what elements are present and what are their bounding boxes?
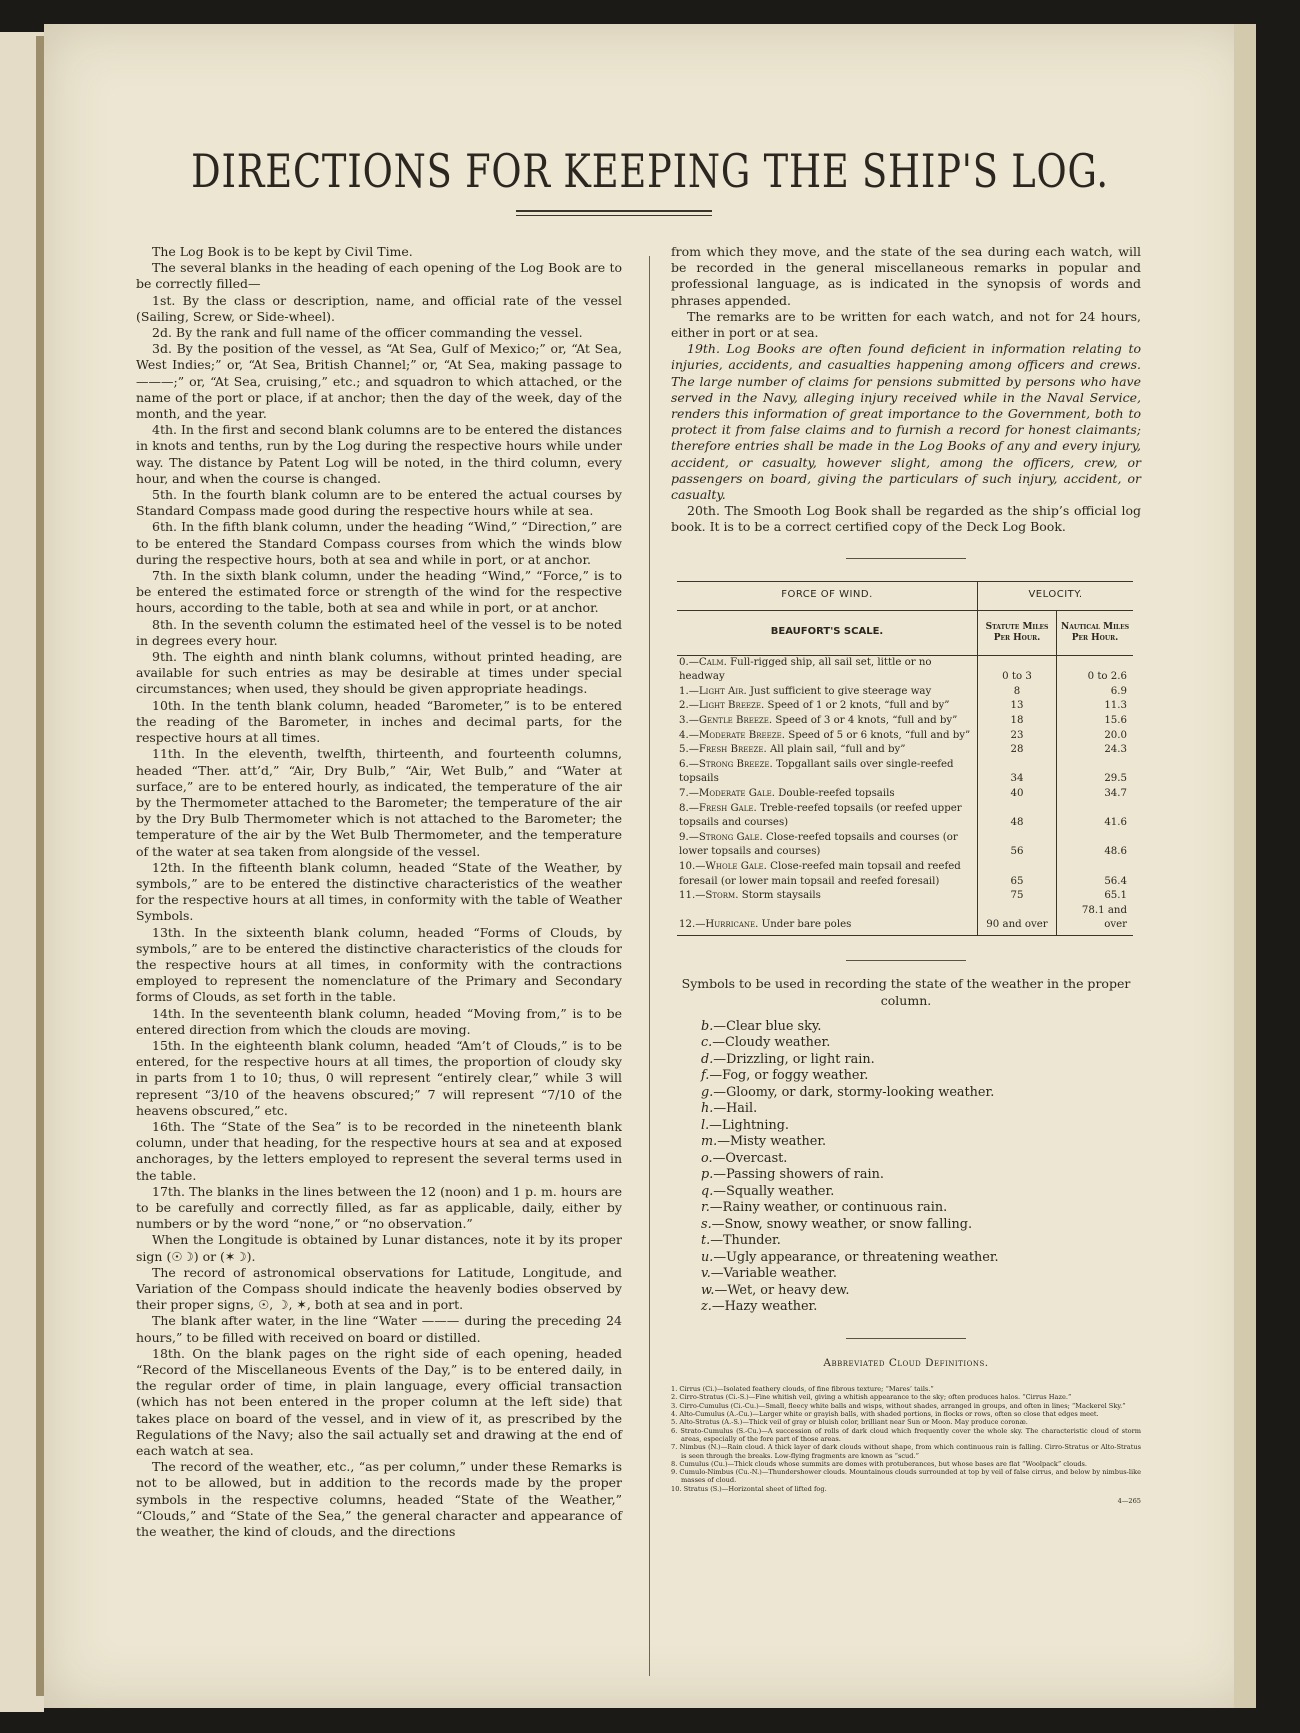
beaufort-row — [677, 685, 1133, 700]
cloud-definition: 7. Nimbus (N.)—Rain cloud. A thick layer of dark clouds without shape, from which continuous rain is falling. Cirro-Stratus or Alto-Stratus is seen through the breaks. Low-flying fragments are known as “scud.” — [671, 1443, 1141, 1460]
weather-symbol-item — [701, 1299, 1141, 1316]
nautical-value: 78.1 and over — [1057, 904, 1134, 936]
paragraph: 17th. The blanks in the lines between the 12 (noon) and 1 p. m. hours are to be carefully and correctly filled, as far as applicable, daily, either by numbers or by the word “none,” or “no observation.” — [136, 1183, 622, 1232]
statute-value: 0 to 3 — [978, 655, 1057, 685]
statute-header: Statute Miles Per Hour. — [978, 610, 1057, 655]
paragraph: 3d. By the position of the vessel, as “At Sea, Gulf of Mexico;” or, “At Sea, West Indies;” or, “At Sea, British Channel;” or, “At Sea, making passage to———;” or, “At Sea, cruising,” etc.; and squadron to which attached, or the name of the port or place, if at anchor; then the day of the week, day of the month, and the year. — [136, 341, 622, 422]
symbol-key: m. — [701, 1134, 718, 1150]
cloud-definition: 6. Strato-Cumulus (S.-Cu.)—A succession of rolls of dark cloud which frequently cover the whole sky. The characteristic cloud of storm areas, especially of the fore part of those areas. — [671, 1426, 1141, 1443]
symbol-key: g. — [701, 1084, 714, 1100]
symbol-key: b. — [701, 1018, 714, 1034]
paragraph: from which they move, and the state of the sea during each watch, will be recorded in the general miscellaneous remarks in popular and professional language, as is indicated in the synopsis of words and phrases appended. — [671, 244, 1141, 308]
cloud-definition: 10. Stratus (S.)—Horizontal sheet of lifted fog. — [671, 1484, 827, 1493]
symbol-key: u. — [701, 1249, 714, 1265]
cloud-definitions-heading: Abbreviated Cloud Definitions. — [823, 1356, 989, 1369]
weather-symbol-item — [701, 1250, 1141, 1267]
force-desc: Treble-reefed topsails (or reefed upper topsails and courses) — [679, 802, 962, 829]
symbol-value: —Wet, or heavy dew. — [714, 1282, 850, 1298]
force-name: Strong Gale. — [698, 831, 763, 843]
weather-symbol-item — [701, 1068, 1141, 1085]
paragraph: The blank after water, in the line “Water ——— during the preceding 24 hours,” to be filled with received on board or distilled. — [136, 1313, 622, 1345]
weather-symbol-item — [701, 1035, 1141, 1052]
beaufort-row — [677, 831, 1133, 860]
paragraph: 4th. In the first and second blank columns are to be entered the distances in knots and tenths, run by the Log during the respective hours while under way. The distance by Patent Log will be noted, in the third column, every hour, and when the course is changed. — [136, 422, 622, 486]
symbol-key: z. — [701, 1299, 712, 1315]
beaufort-row — [677, 655, 1133, 685]
beaufort-description — [677, 889, 978, 904]
nautical-value: 41.6 — [1057, 802, 1134, 831]
statute-value: 34 — [978, 758, 1057, 787]
cloud-definitions-list — [671, 1385, 1141, 1493]
paragraph: 7th. In the sixth blank column, under the heading “Wind,” “Force,” is to be entered the estimated force or strength of the wind for the respective hours, according to the table, both at sea and while in port, or at anchor. — [136, 568, 622, 616]
beaufort-description — [677, 685, 978, 700]
symbol-key: f. — [701, 1068, 710, 1084]
cloud-definition: 8. Cumulus (Cu.)—Thick clouds whose summits are domes with protuberances, but whose bases are flat “Woolpack” clouds. — [671, 1459, 1088, 1468]
beaufort-description — [677, 831, 978, 860]
beaufort-description — [677, 714, 978, 729]
symbol-key: q. — [701, 1183, 714, 1199]
beaufort-row — [677, 802, 1133, 831]
statute-value: 90 and over — [978, 904, 1057, 936]
symbol-value: —Gloomy, or dark, stormy-looking weather. — [713, 1084, 995, 1100]
weather-symbol-item — [701, 1233, 1141, 1250]
symbol-value: —Lightning. — [709, 1117, 789, 1133]
beaufort-row — [677, 787, 1133, 802]
beaufort-row — [677, 699, 1133, 714]
beaufort-description — [677, 743, 978, 758]
statute-value: 28 — [978, 743, 1057, 758]
weather-symbol-item — [701, 1151, 1141, 1168]
nautical-value: 0 to 2.6 — [1057, 655, 1134, 685]
weather-symbol-item — [701, 1118, 1141, 1135]
section-rule — [846, 960, 966, 961]
section-rule — [846, 1338, 966, 1339]
force-number: 10.— — [679, 860, 706, 872]
symbol-value: —Fog, or foggy weather. — [709, 1068, 869, 1084]
statute-value: 8 — [978, 685, 1057, 700]
statute-value: 48 — [978, 802, 1057, 831]
cloud-definition: 2. Cirro-Stratus (Ci.-S.)—Fine whitish veil, giving a whitish appearance to the sky; often produces halos. “Cirrus Haze.” — [671, 1393, 1072, 1402]
paragraph: 15th. In the eighteenth blank column, headed “Am’t of Clouds,” is to be entered, for the respective hours at all times, the proportion of cloudy sky in parts from 1 to 10; thus, 0 will represent “entirely clear,” while 3 will represent “3/10 of the heavens obscured;” 7 will represent “7/10 of the heavens obscured,” etc. — [136, 1037, 622, 1118]
force-desc: Close-reefed main topsail and reefed foresail (or lower main topsail and reefed foresail) — [679, 860, 961, 887]
cloud-definition: 9. Cumulo-Nimbus (Cu.-N.)—Thundershower clouds. Mountainous clouds surrounded at top by veil of false cirrus, and below by nimbus-like masses of cloud. — [671, 1468, 1141, 1485]
weather-symbol-item — [701, 1052, 1141, 1069]
force-desc: Speed of 5 or 6 knots, “full and by” — [788, 729, 971, 741]
statute-value: 56 — [978, 831, 1057, 860]
force-number: 12.— — [679, 919, 706, 931]
force-desc: Full-rigged ship, all sail set, little or no headway — [679, 656, 932, 683]
symbol-key: h. — [701, 1101, 714, 1117]
force-desc: All plain sail, “full and by” — [769, 744, 906, 756]
force-desc: Storm staysails — [741, 890, 821, 902]
nautical-value: 6.9 — [1057, 685, 1134, 700]
force-name: Light Breeze. — [698, 700, 765, 712]
nautical-value: 15.6 — [1057, 714, 1134, 729]
symbol-value: —Hazy weather. — [711, 1299, 818, 1315]
force-of-wind-header: FORCE OF WIND. — [677, 581, 978, 610]
force-name: Moderate Gale. — [698, 788, 775, 799]
nautical-value: 20.0 — [1057, 729, 1134, 744]
beaufort-description — [677, 787, 978, 802]
force-name: Gentle Breeze. — [698, 715, 773, 727]
paragraph: 14th. In the seventeenth blank column, headed “Moving from,” is to be entered direction from which the clouds are moving. — [136, 1005, 622, 1037]
weather-symbol-item — [701, 1101, 1141, 1118]
binding-strip — [36, 36, 44, 1696]
force-number: 3.— — [679, 715, 699, 727]
nautical-header: Nautical Miles Per Hour. — [1057, 610, 1134, 655]
title-rule-thin — [516, 215, 712, 216]
paragraph: 20th. The Smooth Log Book shall be regarded as the ship’s official log book. It is to be a correct certified copy of the Deck Log Book. — [671, 503, 1141, 535]
weather-symbols-list — [701, 1019, 1141, 1316]
force-name: Whole Gale. — [705, 860, 767, 872]
symbol-key: l. — [701, 1117, 710, 1133]
beaufort-row — [677, 904, 1133, 936]
statute-value: 40 — [978, 787, 1057, 802]
symbol-value: —Snow, snowy weather, or snow falling. — [711, 1216, 973, 1232]
nautical-value: 11.3 — [1057, 699, 1134, 714]
force-name: Storm. — [705, 890, 739, 902]
paragraph: 10th. In the tenth blank column, headed “Barometer,” is to be entered the reading of the Barometer, in inches and decimal parts, for the respective hours at all times. — [136, 697, 622, 746]
paragraph: 2d. By the rank and full name of the officer commanding the vessel. — [152, 325, 583, 341]
nautical-value: 34.7 — [1057, 787, 1134, 802]
beaufort-description — [677, 655, 978, 685]
beaufort-description — [677, 758, 978, 787]
force-number: 4.— — [679, 729, 699, 741]
force-name: Calm. — [698, 656, 727, 668]
cloud-definition: 4. Alto-Cumulus (A.-Cu.)—Larger white or grayish balls, with shaded portions, in flocks or rows, often so close that edges meet. — [671, 1410, 1099, 1419]
weather-symbol-item — [701, 1134, 1141, 1151]
force-number: 7.— — [679, 788, 699, 799]
symbol-key: r. — [701, 1200, 710, 1216]
page-title: DIRECTIONS FOR KEEPING THE SHIP'S LOG. — [191, 144, 1109, 198]
beaufort-table — [677, 581, 1133, 936]
force-number: 9.— — [679, 831, 699, 843]
title-rule — [516, 210, 712, 212]
symbol-value: —Thunder. — [710, 1233, 781, 1249]
velocity-header: VELOCITY. — [978, 581, 1134, 610]
symbol-key: t. — [701, 1233, 711, 1249]
force-name: Fresh Breeze. — [698, 744, 767, 756]
force-number: 11.— — [679, 890, 706, 902]
left-column — [136, 244, 622, 1540]
symbol-value: —Passing showers of rain. — [713, 1167, 884, 1183]
weather-symbol-item — [701, 1266, 1141, 1283]
force-desc: Just sufficient to give steerage way — [749, 685, 932, 697]
symbol-key: p. — [701, 1167, 714, 1183]
force-name: Hurricane. — [705, 919, 759, 931]
force-desc: Speed of 1 or 2 knots, “full and by” — [767, 700, 950, 712]
force-number: 1.— — [679, 685, 699, 697]
paragraph: 6th. In the fifth blank column, under the heading “Wind,” “Direction,” are to be entered the Standard Compass courses from which the winds blow during the respective hours, both at sea and while in port, or at anchor. — [136, 519, 622, 567]
beaufort-description — [677, 904, 978, 936]
nautical-value: 56.4 — [1057, 860, 1134, 889]
symbol-value: —Rainy weather, or continuous rain. — [709, 1200, 948, 1216]
symbol-value: —Misty weather. — [717, 1134, 827, 1150]
paragraph: 8th. In the seventh column the estimated heel of the vessel is to be noted in degrees every hour. — [136, 616, 622, 648]
statute-value: 13 — [978, 699, 1057, 714]
force-number: 6.— — [679, 758, 699, 770]
force-desc: Under bare poles — [761, 919, 852, 931]
beaufort-row — [677, 714, 1133, 729]
beaufort-description — [677, 802, 978, 831]
symbol-value: —Clear blue sky. — [713, 1018, 822, 1034]
paragraph: The record of astronomical observations for Latitude, Longitude, and Variation of the Compass should indicate the heavenly bodies observed by their proper signs, ☉, ☽, ✶, both at sea and in port. — [136, 1264, 622, 1313]
beaufort-description — [677, 860, 978, 889]
paragraph: 18th. On the blank pages on the right side of each opening, headed “Record of the Miscellaneous Events of the Day,” is to be entered daily, in the regular order of time, in plain language, every official transaction (which has not been entered in the proper column at the left side) that takes place on board of the vessel, and in view of it, as prescribed by the Regulations of the Navy; also the sail actually set and drawing at the end of each watch at sea. — [136, 1345, 622, 1459]
weather-symbol-item — [701, 1200, 1141, 1217]
nautical-value: 29.5 — [1057, 758, 1134, 787]
symbol-key: o. — [701, 1150, 713, 1166]
symbol-key: c. — [701, 1035, 713, 1051]
paragraph: 1st. By the class or description, name, and official rate of the vessel (Sailing, Screw, or Side-wheel). — [136, 292, 622, 324]
weather-symbol-item — [701, 1283, 1141, 1300]
paragraph-injuries: 19th. Log Books are often found deficient in information relating to injuries, accidents, and casualties happening among officers and crews. The large number of claims for pensions submitted by persons who have served in the Navy, alleging injury received while in the Naval Service, renders this information of great importance to the Government, both to protect it from false claims and to furnish a record for honest claimants; therefore entries shall be made in the Log Books of any and every injury, accident, or casualty, however slight, among the officers, crew, or passengers on board, giving the particulars of such injury, accident, or casualty. — [671, 341, 1141, 503]
cloud-definition: 1. Cirrus (Ci.)—Isolated feathery clouds, of fine fibrous texture; “Mares’ tails.” — [671, 1385, 934, 1394]
force-desc: Close-reefed topsails and courses (or lower topsails and courses) — [679, 831, 958, 858]
beaufort-row — [677, 860, 1133, 889]
symbol-value: —Cloudy weather. — [712, 1035, 831, 1051]
paragraph: When the Longitude is obtained by Lunar distances, note it by its proper sign (☉☽) or (✶☽). — [136, 1232, 622, 1264]
force-desc: Speed of 3 or 4 knots, “full and by” — [775, 715, 958, 727]
paragraph: 12th. In the fifteenth blank column, headed “State of the Weather, by symbols,” are to be entered the distinctive characteristics of the weather for the respective hours at all times, in conformity with the table of Weather Symbols. — [136, 859, 622, 924]
weather-symbol-item — [701, 1167, 1141, 1184]
weather-symbol-item — [701, 1085, 1141, 1102]
force-name: Light Air. — [698, 685, 747, 697]
weather-symbol-item — [701, 1217, 1141, 1234]
symbols-heading: Symbols to be used in recording the state of the weather in the proper column. — [681, 975, 1131, 1008]
paragraph: 11th. In the eleventh, twelfth, thirteenth, and fourteenth columns, headed “Ther. att’d,” “Air, Dry Bulb,” “Air, Wet Bulb,” and “Water at surface,” are to be entered hourly, as indicated, the temperature of the air by the Thermometer attached to the Barometer; the temperature of the air by the Dry Bulb Thermometer which is not attached to the Barometer; the temperature of the air by the Wet Bulb Thermometer, and the temperature of the water at sea taken from alongside of the vessel. — [136, 746, 622, 859]
symbol-value: —Overcast. — [712, 1150, 788, 1166]
symbol-value: —Variable weather. — [710, 1266, 837, 1282]
symbol-key: w. — [701, 1282, 715, 1298]
force-number: 5.— — [679, 744, 699, 756]
statute-value: 23 — [978, 729, 1057, 744]
paragraph: 13th. In the sixteenth blank column, headed “Forms of Clouds, by symbols,” are to be entered the distinctive characteristics of the clouds for the respective hours at all times, in conformity with the contractions employed to represent the nomenclature of the Primary and Secondary forms of Clouds, as set forth in the table. — [136, 924, 622, 1005]
cloud-definition: 3. Cirro-Cumulus (Ci.-Cu.)—Small, fleecy white balls and wisps, without shades, arranged in groups, and often in lines; “Mackerel Sky.” — [671, 1401, 1126, 1410]
log-page — [44, 24, 1256, 1708]
weather-symbol-item — [701, 1019, 1141, 1036]
section-rule — [846, 558, 966, 559]
nautical-value: 48.6 — [1057, 831, 1134, 860]
symbol-key: v. — [701, 1266, 711, 1282]
beaufort-scale-header: BEAUFORT'S SCALE. — [677, 610, 978, 655]
force-desc: Double-reefed topsails — [778, 788, 895, 799]
statute-value: 18 — [978, 714, 1057, 729]
paragraph: The Log Book is to be kept by Civil Time. — [152, 244, 413, 259]
paragraph: 5th. In the fourth blank column are to be entered the actual courses by Standard Compass made good during the respective hours while at sea. — [136, 487, 622, 519]
force-desc: Topgallant sails over single-reefed topsails — [679, 758, 954, 785]
symbol-value: —Squally weather. — [713, 1183, 835, 1199]
force-name: Moderate Breeze. — [698, 729, 785, 741]
beaufort-description — [677, 729, 978, 744]
symbol-key: s. — [701, 1216, 712, 1232]
page-right-edge — [1234, 24, 1256, 1708]
symbol-value: —Hail. — [713, 1101, 758, 1117]
right-column — [671, 244, 1141, 1509]
statute-value: 65 — [978, 860, 1057, 889]
weather-symbol-item — [701, 1184, 1141, 1201]
force-number: 0.— — [679, 656, 699, 668]
force-number: 2.— — [679, 700, 699, 712]
force-name: Fresh Gale. — [698, 802, 757, 814]
beaufort-row — [677, 889, 1133, 904]
force-name: Strong Breeze. — [698, 758, 773, 770]
cloud-definition: 5. Alto-Stratus (A.-S.)—Thick veil of gray or bluish color, brilliant near Sun or Moon. May produce coronæ. — [671, 1418, 1028, 1427]
paragraph: The several blanks in the heading of each opening of the Log Book are to be correctly filled— — [136, 260, 622, 292]
statute-value: 75 — [978, 889, 1057, 904]
force-number: 8.— — [679, 802, 699, 814]
symbol-value: —Ugly appearance, or threatening weather. — [713, 1249, 999, 1265]
page-number: 4—265 — [1117, 1497, 1141, 1505]
beaufort-row — [677, 729, 1133, 744]
symbol-value: —Drizzling, or light rain. — [713, 1051, 875, 1067]
column-divider — [649, 256, 650, 1676]
paragraph: 9th. The eighth and ninth blank columns, without printed heading, are available for such entries as may be desirable at times under special circumstances; when used, they should be given appropriate headings. — [136, 649, 622, 697]
beaufort-description — [677, 699, 978, 714]
beaufort-row — [677, 758, 1133, 787]
paragraph: The record of the weather, etc., “as per column,” under these Remarks is not to be allowed, but in addition to the records made by the proper symbols in the respective columns, headed “State of the Weather,” “Clouds,” and “State of the Sea,” the general character and appearance of the weather, the kind of clouds, and the directions — [136, 1459, 622, 1540]
nautical-value: 65.1 — [1057, 889, 1134, 904]
beaufort-row — [677, 743, 1133, 758]
symbol-key: d. — [701, 1051, 714, 1067]
nautical-value: 24.3 — [1057, 743, 1134, 758]
paragraph: The remarks are to be written for each watch, and not for 24 hours, either in port or at sea. — [671, 308, 1141, 341]
paragraph: 16th. The “State of the Sea” is to be recorded in the nineteenth blank column, under that heading, for the respective hours at sea and at exposed anchorages, by the letters employed to represent the several terms used in the table. — [136, 1118, 622, 1183]
